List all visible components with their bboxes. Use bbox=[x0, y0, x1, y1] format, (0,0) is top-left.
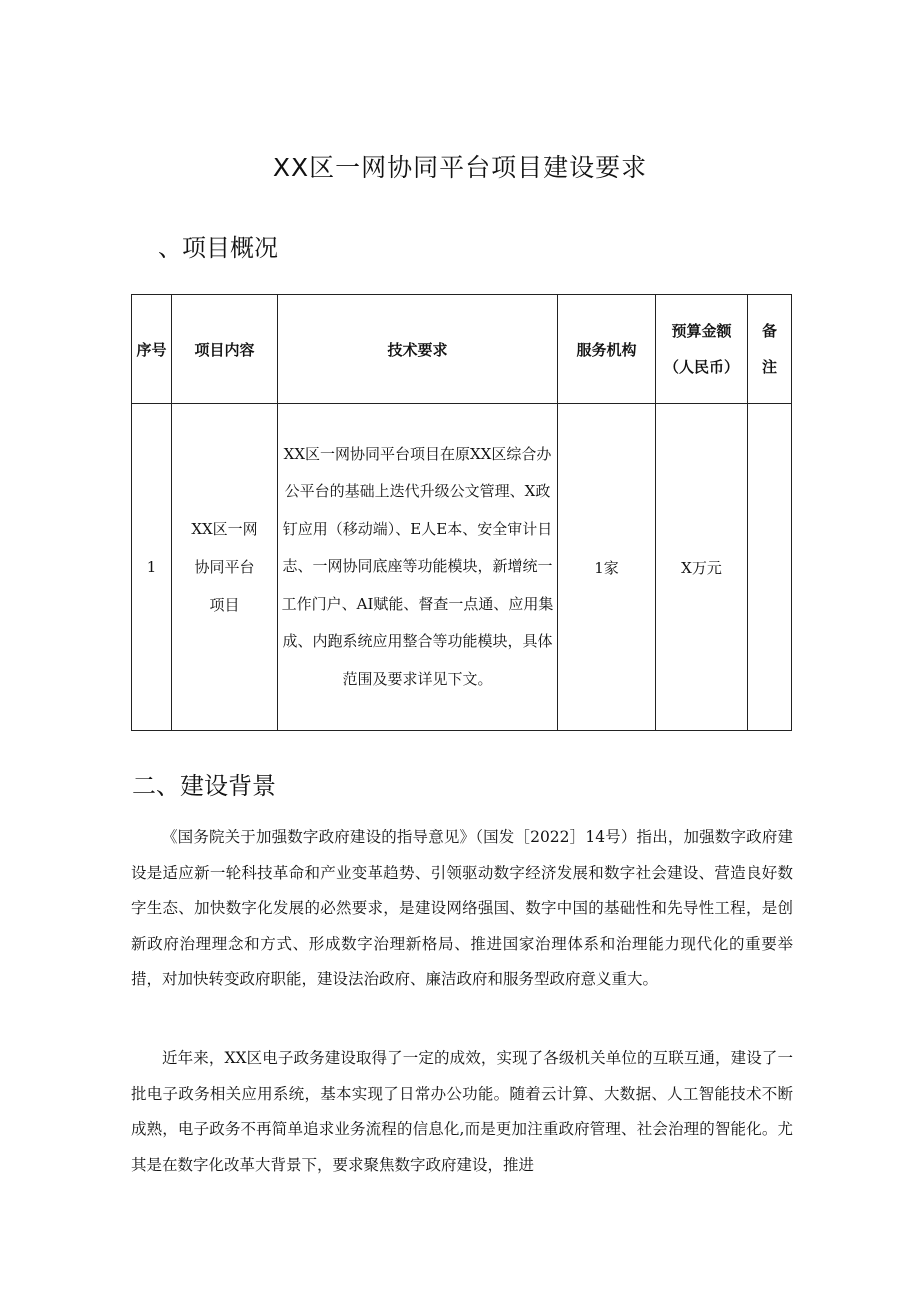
section-heading-overview: 、项目概况 bbox=[158, 234, 278, 262]
cell-provider: 1家 bbox=[558, 404, 656, 731]
header-seq: 序号 bbox=[132, 295, 172, 404]
cell-project-line: XX区一网 bbox=[191, 520, 258, 538]
body-paragraph: 近年来，XX区电子政务建设取得了一定的成效，实现了各级机关单位的互联互通，建设了一批电子政务相关应用系统，基本实现了日常办公功能。随着云计算、大数据、人工智能技术不断成熟，电子政务不再简单追求业务流程的信息化,而是更加注重政府管理、社会治理的智能化。尤其是在数字化改革大背景下，要求聚焦数字政府建设，推进 bbox=[131, 1049, 793, 1174]
project-table bbox=[131, 294, 792, 731]
header-project: 项目内容 bbox=[172, 295, 278, 404]
table-row bbox=[132, 404, 792, 731]
header-budget-line1: 预算金额 bbox=[671, 322, 732, 340]
header-remark-line2: 注 bbox=[761, 358, 777, 376]
cell-project-line: 协同平台 bbox=[194, 558, 255, 576]
header-budget-line2: （人民币） bbox=[663, 358, 739, 376]
body-paragraph: 《国务院关于加强数字政府建设的指导意见》（国发［2022］14号）指出，加强数字政府建设是适应新一轮科技革命和产业变革趋势、引领驱动数字经济发展和数字社会建设、营造良好数字生态、加快数字化发展的必然要求，是建设网络强国、数字中国的基础性和先导性工程，是创新政府治理理念和方式、形成数字治理新格局、推进国家治理体系和治理能力现代化的重要举措，对加快转变政府职能，建设法治政府、廉洁政府和服务型政府意义重大。 bbox=[131, 828, 793, 988]
header-remark-line1: 备 bbox=[761, 322, 777, 340]
cell-project bbox=[172, 404, 278, 731]
cell-project-line: 项目 bbox=[209, 596, 240, 614]
cell-tech: XX区一网协同平台项目在原XX区综合办公平台的基础上迭代升级公文管理、X政钉应用（移动端）、E人E本、安全审计日志、一网协同底座等功能模块，新增统一工作门户、AI赋能、督查一点通、应用集成、内跑系统应用整合等功能模块，具体范围及要求详见下文。 bbox=[278, 404, 558, 731]
table-header-row bbox=[132, 295, 792, 404]
header-remark bbox=[748, 295, 792, 404]
cell-remark bbox=[748, 404, 792, 731]
cell-seq: 1 bbox=[132, 404, 172, 731]
document-title: XX区一网协同平台项目建设要求 bbox=[272, 153, 648, 182]
header-budget bbox=[656, 295, 748, 404]
header-provider: 服务机构 bbox=[558, 295, 656, 404]
cell-budget: X万元 bbox=[656, 404, 748, 731]
section-heading-background: 二、建设背景 bbox=[132, 772, 276, 800]
header-tech: 技术要求 bbox=[278, 295, 558, 404]
